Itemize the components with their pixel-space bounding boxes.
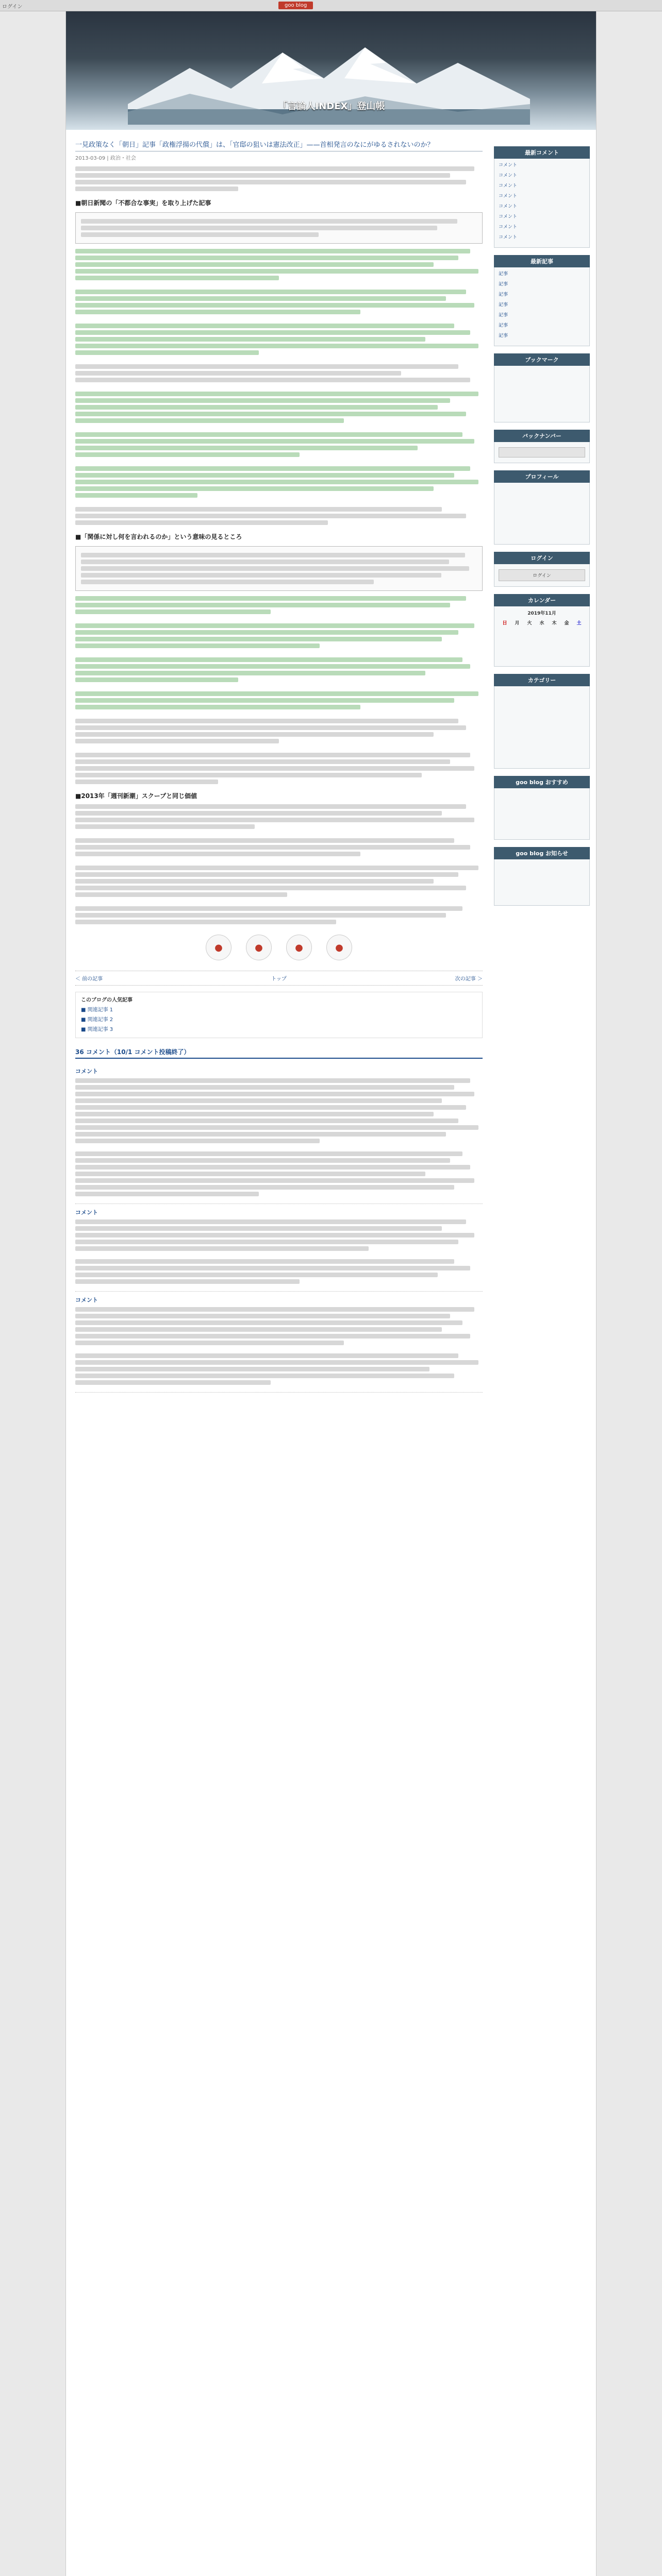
blog-title[interactable]: 「言論人INDEX」登山帳 (278, 101, 385, 112)
prev-post-link[interactable]: ＜ 前の記事 (75, 976, 103, 982)
quote-box-1 (75, 212, 483, 244)
related-posts (75, 992, 483, 1038)
calendar-day-header: 土 (576, 621, 582, 626)
section-heading-1: ■朝日新聞の「不都合な事実」を取り上げた記事 (75, 199, 211, 207)
calendar-box (494, 606, 590, 667)
share-button-4[interactable]: ● (326, 935, 352, 960)
category-heading: カテゴリー (494, 674, 590, 686)
goo-blog-badge[interactable]: goo blog (278, 2, 313, 9)
latest-post-item[interactable]: 記事 (499, 272, 508, 277)
top-link[interactable]: トップ (271, 976, 287, 982)
latest-post-item[interactable]: 記事 (499, 333, 508, 338)
comment-title[interactable]: コメント (75, 1068, 98, 1075)
toolbar-left-links[interactable]: ログイン (2, 4, 23, 10)
calendar-day-header: 火 (527, 621, 532, 626)
calendar-day-header: 水 (539, 621, 544, 626)
recent-comment-item[interactable]: コメント (499, 204, 518, 209)
blog-header (66, 11, 597, 130)
calendar-day-header: 月 (515, 621, 520, 626)
profile-heading: プロフィール (494, 470, 590, 483)
backnumber-select[interactable] (499, 447, 585, 457)
comment-item (75, 1063, 483, 1204)
calendar-heading: カレンダー (494, 594, 590, 606)
comment-title[interactable]: コメント (75, 1209, 98, 1216)
comment-item (75, 1292, 483, 1393)
post-body (75, 166, 483, 924)
section-heading-3: ■2013年「週刊新潮」スクープと同じ価値 (75, 792, 197, 800)
goo-recommend-heading: goo blog おすすめ (494, 776, 590, 788)
recent-comment-item[interactable]: コメント (499, 194, 518, 199)
latest-post-item[interactable]: 記事 (499, 302, 508, 308)
recent-comment-item[interactable]: コメント (499, 225, 518, 230)
post-title[interactable]: 一見政策なく「朝日」記事「政権浮揚の代償」は、「官邸の狙いは憲法改正」——首相発言のなにがゆるされないのか？ (75, 139, 483, 151)
share-button-1[interactable]: ● (206, 935, 231, 960)
category-list (494, 686, 590, 769)
calendar-month: 2019年11月 (527, 611, 556, 616)
calendar-day-header: 金 (564, 621, 569, 626)
backnumber-box (494, 442, 590, 463)
latest-post-item[interactable]: 記事 (499, 323, 508, 328)
profile-box (494, 483, 590, 545)
share-button-3[interactable]: ● (286, 935, 312, 960)
goo-recommend-box (494, 788, 590, 840)
sidebar (494, 139, 590, 906)
related-item[interactable]: ■ 関連記事 3 (81, 1027, 113, 1032)
main-column (75, 139, 483, 1393)
goo-news-box (494, 859, 590, 906)
latest-post-item[interactable]: 記事 (499, 282, 508, 287)
recent-comment-item[interactable]: コメント (499, 183, 518, 189)
recent-comments-list (494, 159, 590, 248)
latest-post-item[interactable]: 記事 (499, 292, 508, 297)
calendar-table (499, 618, 585, 627)
bookmark-heading: ブックマーク (494, 353, 590, 366)
comment-item (75, 1204, 483, 1292)
login-button[interactable]: ログイン (499, 569, 585, 581)
related-item[interactable]: ■ 関連記事 2 (81, 1017, 113, 1023)
share-button-2[interactable]: ● (246, 935, 272, 960)
related-title: このブログの人気記事 (81, 997, 133, 1003)
page-wrapper (65, 11, 597, 2576)
post-pager (75, 971, 483, 986)
login-heading: ログイン (494, 552, 590, 564)
share-buttons (75, 935, 483, 960)
top-toolbar (0, 0, 662, 11)
quote-box-2 (75, 546, 483, 591)
next-post-link[interactable]: 次の記事 ＞ (455, 976, 483, 982)
login-box (494, 564, 590, 587)
calendar-day-header: 日 (502, 621, 507, 626)
calendar-day-header: 木 (552, 621, 557, 626)
latest-posts-heading: 最新記事 (494, 255, 590, 267)
recent-comment-item[interactable]: コメント (499, 173, 518, 178)
goo-news-heading: goo blog お知らせ (494, 847, 590, 859)
recent-comments-heading: 最新コメント (494, 146, 590, 159)
bookmark-list (494, 366, 590, 422)
recent-comment-item[interactable]: コメント (499, 163, 518, 168)
comments-heading: 36 コメント（10/1 コメント投稿終了） (75, 1047, 483, 1059)
section-heading-2: ■「関係に対し何を言われるのか」という意味の見るところ (75, 533, 242, 540)
backnumber-heading: バックナンバー (494, 430, 590, 442)
latest-post-item[interactable]: 記事 (499, 313, 508, 318)
latest-posts-list (494, 267, 590, 346)
comment-title[interactable]: コメント (75, 1297, 98, 1303)
post-meta: 2013-03-09 | 政治・社会 (75, 156, 136, 161)
recent-comment-item[interactable]: コメント (499, 235, 518, 240)
related-item[interactable]: ■ 関連記事 1 (81, 1007, 113, 1013)
recent-comment-item[interactable]: コメント (499, 214, 518, 219)
